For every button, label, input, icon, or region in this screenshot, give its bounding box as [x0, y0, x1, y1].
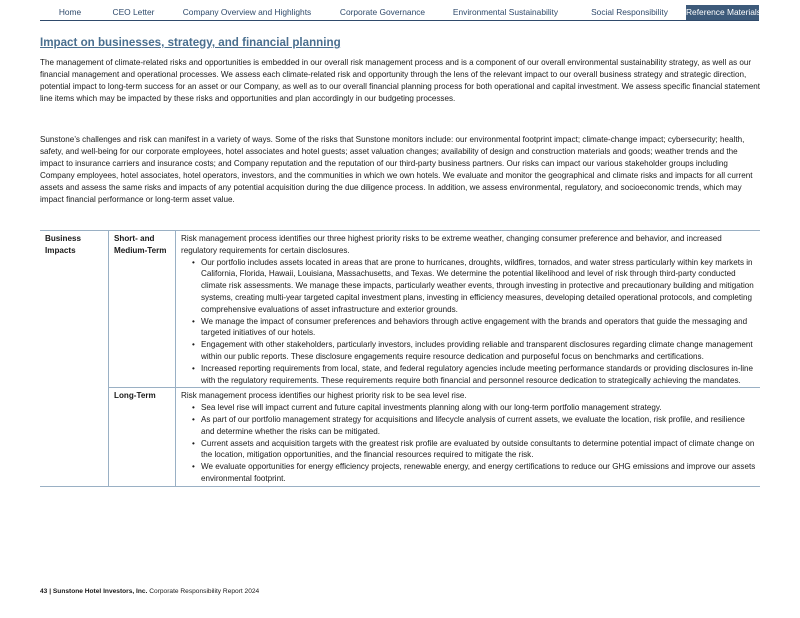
top-navigation [40, 5, 759, 21]
term-cell: Long-Term [109, 388, 176, 486]
report-title: Corporate Responsibility Report 2024 [149, 588, 260, 595]
tab-corporate-governance[interactable]: Corporate Governance [339, 7, 426, 17]
intro-paragraph: The management of climate-related risks and opportunities is embedded in our overall risk management process and is a component of our overall environmental sustainability strategy, as well as our financial management and operational processes. We assess each climate-related risk and opportunity through the lens of the relevant impact to our overall business strategy and strategic direction, potential impact to long-term success for an asset or our Company, as well as to our overall financial planning process for both operational and capital investment. We assess specific financial statement line items which may be impacted by these risks and opportunities and plan accordingly in our budgeting processes. [40, 58, 760, 104]
page-number: 43 [40, 588, 48, 595]
description-cell [176, 388, 761, 486]
row-intro: Risk management process identifies our highest priority risk to be sea level rise. [181, 391, 467, 401]
business-impacts-table [40, 230, 760, 487]
tab-social-responsibility[interactable]: Social Responsibility [591, 7, 668, 17]
list-item: • Sea level rise will impact current and future capital investments planning along with our long-term portfolio management strategy. [201, 402, 757, 414]
list-item: • We manage the impact of consumer preferences and behaviors through active engagement with the brands and operators that guide the messaging and targeted initiatives of our hotels. [201, 316, 757, 340]
table-row [40, 231, 760, 388]
row-intro: Risk management process identifies our three highest priority risks to be extreme weather, changing consumer preference and behavior, and increased regulatory requirements for certain disclosures. [181, 234, 722, 255]
tab-company-overview[interactable]: Company Overview and Highlights [182, 7, 312, 17]
bullet-list [181, 402, 757, 485]
footer-separator: | [49, 588, 52, 595]
risks-paragraph: Sunstone’s challenges and risk can manifest in a variety of ways. Some of the risks that Sunstone monitors include: our environmental footprint impact; climate-change impact; cybersecurity; health, safety, and well-being for our corporate employees, hotel associates and hotel guests; asset valuation changes; availability of design and construction materials and goods; weather trends and the impact to insurance carriers and insurance costs; and Company reputation and the reputation of our third-party business partners. Our risks can impact our various stakeholder groups including Company employees, hotel associates, hotel operators, investors, and the communities in which we own hotels. We evaluate and monitor the geographical and climate risks and impacts for all current assets and assess the same risks and impacts of any potential acquisition during the due diligence process. In addition, we assess environmental, regulatory, and socioeconomic trends, which may impact financial performance or long-term asset value. [40, 135, 753, 205]
list-item: • Our portfolio includes assets located in areas that are prone to hurricanes, droughts, wildfires, tornados, and water stress particularly within key markets in California, Florida, Hawaii, Louisiana, Massachusetts, and Texas. We determine the potential likelihood and level of risk through third-party conducted climate risk assessments. We manage these impacts, particularly weather events, through investing in protective and precautionary building and mitigation systems, creating multi-year targeted capital investment plans, investing in efficiency measures, developing detailed operational protocols, and completing comprehensive evaluations of asset infrastructure and exterior grounds. [201, 257, 757, 316]
list-item: • As part of our portfolio management strategy for acquisitions and lifecycle analysis of current assets, we evaluate the location, risk profile, and resilience and determine whether the risks can be mitigated. [201, 414, 757, 438]
tab-reference-materials[interactable]: Reference Materials [686, 5, 759, 20]
table-row [40, 388, 760, 486]
tab-environmental-sustainability[interactable]: Environmental Sustainability [452, 7, 559, 17]
company-name: Sunstone Hotel Investors, Inc. [52, 588, 148, 595]
tab-home[interactable]: Home [58, 7, 82, 17]
list-item: • Current assets and acquisition targets with the greatest risk profile are evaluated by outside consultants to determine potential impact of climate change on the location, mitigation opportunities, and the financial resources required to mitigate the risk. [201, 438, 757, 462]
section-heading: Impact on businesses, strategy, and financial planning [40, 36, 341, 49]
page-footer [40, 588, 259, 595]
description-cell [176, 231, 761, 388]
list-item: • Increased reporting requirements from local, state, and federal regulatory agencies include meeting performance standards or providing disclosures in-line with the regulatory requirements. These requirements require both financial and personnel resource dedication to strategically achieving the mandates. [201, 363, 757, 387]
list-item: • Engagement with other stakeholders, particularly investors, includes providing reliable and transparent disclosures regarding climate change management within our public reports. These disclosure engagements require resource dedication and purposeful focus on benchmarks and certifications. [201, 339, 757, 363]
term-cell: Short- and Medium-Term [109, 231, 176, 388]
tab-ceo-letter[interactable]: CEO Letter [112, 7, 155, 17]
bullet-list [181, 257, 757, 387]
category-cell: Business Impacts [40, 231, 109, 487]
list-item: • We evaluate opportunities for energy efficiency projects, renewable energy, and energy certifications to reduce our GHG emissions and improve our assets environmental footprint. [201, 461, 757, 485]
